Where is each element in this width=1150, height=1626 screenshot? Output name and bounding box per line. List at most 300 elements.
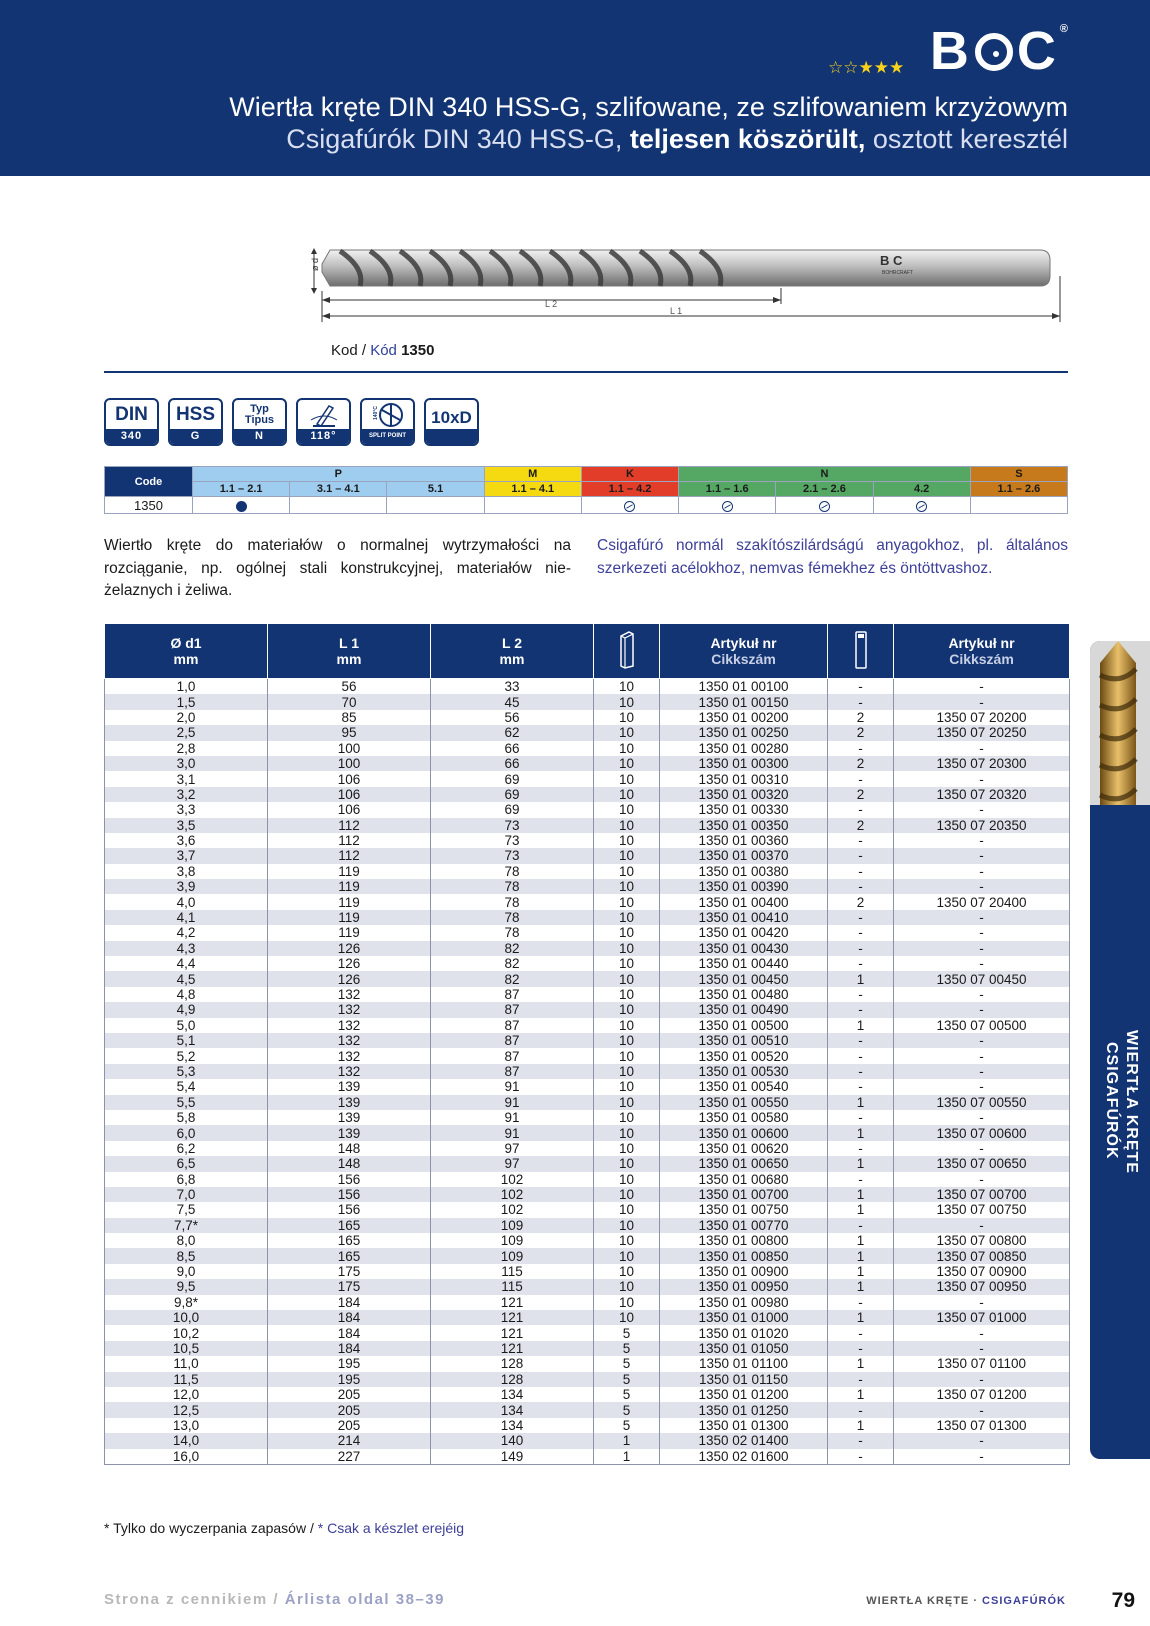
cell-pack-qty: 10 bbox=[594, 710, 660, 725]
cell-article-1: 1350 01 00520 bbox=[660, 1048, 828, 1063]
cell-l1: 132 bbox=[268, 1002, 431, 1017]
cell-diameter: 5,2 bbox=[105, 1048, 268, 1063]
col-diameter-unit: mm bbox=[173, 651, 199, 667]
cell-l2: 78 bbox=[431, 894, 594, 909]
cell-article-1: 1350 01 00400 bbox=[660, 894, 828, 909]
cell-pack-qty: 5 bbox=[594, 1341, 660, 1356]
cell-article-2: 1350 07 20200 bbox=[894, 710, 1070, 725]
cell-l1: 106 bbox=[268, 771, 431, 786]
cell-article-2: 1350 07 00750 bbox=[894, 1202, 1070, 1217]
cell-article-1: 1350 02 01600 bbox=[660, 1449, 828, 1465]
cell-article-2: - bbox=[894, 848, 1070, 863]
badge-type-label bbox=[234, 400, 285, 429]
cell-l1: 132 bbox=[268, 987, 431, 1002]
product-rows bbox=[105, 679, 1070, 1465]
material-sub: 2.1 – 2.6 bbox=[776, 482, 873, 497]
page-header bbox=[0, 0, 1150, 176]
cell-article-2: - bbox=[894, 1002, 1070, 1017]
cell-l1: 184 bbox=[268, 1325, 431, 1340]
cell-diameter: 9,5 bbox=[105, 1279, 268, 1294]
cell-l2: 134 bbox=[431, 1418, 594, 1433]
cell-pack-qty: 10 bbox=[594, 1233, 660, 1248]
cell-diameter: 5,1 bbox=[105, 1033, 268, 1048]
cell-tube-qty: - bbox=[828, 679, 894, 695]
cell-article-2: - bbox=[894, 956, 1070, 971]
cell-pack-qty: 10 bbox=[594, 1218, 660, 1233]
cell-pack-qty: 10 bbox=[594, 1172, 660, 1187]
rating-stars bbox=[828, 58, 904, 78]
price-list-reference bbox=[104, 1591, 445, 1608]
cell-article-1: 1350 01 01200 bbox=[660, 1387, 828, 1402]
cell-l1: 119 bbox=[268, 894, 431, 909]
table-row bbox=[105, 894, 1070, 909]
cell-pack-qty: 10 bbox=[594, 771, 660, 786]
cell-pack-qty: 10 bbox=[594, 1187, 660, 1202]
col-l1-unit: mm bbox=[336, 651, 362, 667]
badge-split-angle: 140°C bbox=[372, 405, 379, 420]
cell-diameter: 3,9 bbox=[105, 879, 268, 894]
cell-article-2: - bbox=[894, 925, 1070, 940]
table-row bbox=[105, 956, 1070, 971]
cell-article-2: 1350 07 00850 bbox=[894, 1248, 1070, 1263]
cell-l2: 140 bbox=[431, 1433, 594, 1448]
cell-l2: 82 bbox=[431, 971, 594, 986]
cell-article-1: 1350 01 01100 bbox=[660, 1356, 828, 1371]
cell-article-2: - bbox=[894, 1172, 1070, 1187]
cell-pack-qty: 10 bbox=[594, 1248, 660, 1263]
cell-pack-qty: 10 bbox=[594, 1079, 660, 1094]
cell-l1: 85 bbox=[268, 710, 431, 725]
cell-diameter: 13,0 bbox=[105, 1418, 268, 1433]
cell-l2: 102 bbox=[431, 1202, 594, 1217]
cell-l2: 66 bbox=[431, 741, 594, 756]
cell-article-2: - bbox=[894, 1033, 1070, 1048]
cell-l1: 119 bbox=[268, 879, 431, 894]
cell-article-2: 1350 07 00950 bbox=[894, 1279, 1070, 1294]
logo-drill-icon bbox=[975, 33, 1013, 71]
cell-tube-qty: 1 bbox=[828, 1156, 894, 1171]
cell-l2: 134 bbox=[431, 1402, 594, 1417]
cell-pack-qty: 10 bbox=[594, 694, 660, 709]
cell-l2: 56 bbox=[431, 710, 594, 725]
cell-pack-qty: 10 bbox=[594, 1156, 660, 1171]
col-diameter-label: Ø d1 bbox=[170, 635, 202, 651]
cell-tube-qty: - bbox=[828, 1449, 894, 1465]
cell-tube-qty: - bbox=[828, 941, 894, 956]
table-row bbox=[105, 802, 1070, 817]
cell-diameter: 5,4 bbox=[105, 1079, 268, 1094]
cell-pack-qty: 10 bbox=[594, 1033, 660, 1048]
cell-tube-qty: - bbox=[828, 987, 894, 1002]
box-pack-icon bbox=[617, 630, 637, 670]
cell-l2: 109 bbox=[431, 1248, 594, 1263]
cell-tube-qty: 1 bbox=[828, 1202, 894, 1217]
drill-tip-image bbox=[1090, 641, 1150, 805]
cell-tube-qty: - bbox=[828, 925, 894, 940]
title-hu-part1: Csigafúrók DIN 340 HSS-G, bbox=[286, 124, 630, 154]
cell-diameter: 4,5 bbox=[105, 971, 268, 986]
cell-pack-qty: 10 bbox=[594, 679, 660, 695]
cell-diameter: 4,9 bbox=[105, 1002, 268, 1017]
cell-l2: 82 bbox=[431, 941, 594, 956]
cell-diameter: 10,5 bbox=[105, 1341, 268, 1356]
cell-diameter: 10,0 bbox=[105, 1310, 268, 1325]
cell-diameter: 12,5 bbox=[105, 1402, 268, 1417]
cell-l2: 78 bbox=[431, 879, 594, 894]
cell-l1: 214 bbox=[268, 1433, 431, 1448]
badge-din-value: 340 bbox=[106, 429, 157, 444]
cell-l1: 139 bbox=[268, 1110, 431, 1125]
cell-tube-qty: - bbox=[828, 741, 894, 756]
cell-l1: 175 bbox=[268, 1279, 431, 1294]
cell-tube-qty: - bbox=[828, 1079, 894, 1094]
material-sub: 1.1 – 4.1 bbox=[484, 482, 581, 497]
cell-pack-qty: 10 bbox=[594, 725, 660, 740]
table-row bbox=[105, 771, 1070, 786]
code-label-hu: Kód bbox=[370, 342, 397, 359]
product-table bbox=[104, 623, 1070, 1465]
label-diameter: ø d bbox=[310, 257, 320, 271]
col-article-2-hu: Cikkszám bbox=[949, 651, 1014, 667]
cell-article-2: - bbox=[894, 1064, 1070, 1079]
cell-tube-qty: - bbox=[828, 1110, 894, 1125]
cell-tube-qty: 1 bbox=[828, 1387, 894, 1402]
cell-pack-qty: 10 bbox=[594, 818, 660, 833]
table-row bbox=[105, 1156, 1070, 1171]
cell-l2: 33 bbox=[431, 679, 594, 695]
cell-tube-qty: - bbox=[828, 833, 894, 848]
table-row bbox=[105, 1202, 1070, 1217]
label-l2: L 2 bbox=[545, 299, 558, 309]
cell-l2: 121 bbox=[431, 1341, 594, 1356]
cell-tube-qty: 1 bbox=[828, 1356, 894, 1371]
cell-article-2: 1350 07 01200 bbox=[894, 1387, 1070, 1402]
material-sub: 5.1 bbox=[387, 482, 484, 497]
cell-diameter: 3,1 bbox=[105, 771, 268, 786]
cell-l2: 78 bbox=[431, 910, 594, 925]
cell-l1: 126 bbox=[268, 941, 431, 956]
cell-article-2: 1350 07 01300 bbox=[894, 1418, 1070, 1433]
cell-tube-qty: 1 bbox=[828, 1018, 894, 1033]
cell-tube-qty: - bbox=[828, 1141, 894, 1156]
cell-pack-qty: 10 bbox=[594, 1295, 660, 1310]
cell-article-2: - bbox=[894, 1372, 1070, 1387]
table-row bbox=[105, 1248, 1070, 1263]
cell-article-2: - bbox=[894, 1402, 1070, 1417]
cell-diameter: 8,0 bbox=[105, 1233, 268, 1248]
cell-article-2: 1350 07 20250 bbox=[894, 725, 1070, 740]
secondary-suitability-icon bbox=[624, 501, 635, 512]
cell-pack-qty: 10 bbox=[594, 1048, 660, 1063]
cell-tube-qty: 1 bbox=[828, 1125, 894, 1140]
cell-article-2: 1350 07 20350 bbox=[894, 818, 1070, 833]
cell-l1: 205 bbox=[268, 1418, 431, 1433]
table-row bbox=[105, 1264, 1070, 1279]
cell-tube-qty: - bbox=[828, 1048, 894, 1063]
cell-diameter: 6,2 bbox=[105, 1141, 268, 1156]
cell-article-2: - bbox=[894, 1141, 1070, 1156]
cell-pack-qty: 10 bbox=[594, 833, 660, 848]
table-row bbox=[105, 1033, 1070, 1048]
cell-tube-qty: 2 bbox=[828, 818, 894, 833]
cell-article-2: 1350 07 20400 bbox=[894, 894, 1070, 909]
cell-article-2: - bbox=[894, 833, 1070, 848]
material-sub: 3.1 – 4.1 bbox=[290, 482, 387, 497]
footnote-pl: * Tylko do wyczerpania zapasów / bbox=[104, 1520, 318, 1536]
cell-article-1: 1350 01 01300 bbox=[660, 1418, 828, 1433]
cell-l2: 91 bbox=[431, 1079, 594, 1094]
suitability-cell bbox=[484, 497, 581, 514]
cell-tube-qty: - bbox=[828, 802, 894, 817]
cell-l2: 78 bbox=[431, 864, 594, 879]
cell-article-2: - bbox=[894, 1079, 1070, 1094]
cell-article-1: 1350 01 00800 bbox=[660, 1233, 828, 1248]
cell-tube-qty: - bbox=[828, 1033, 894, 1048]
cell-diameter: 3,5 bbox=[105, 818, 268, 833]
cell-article-1: 1350 01 00550 bbox=[660, 1095, 828, 1110]
cell-pack-qty: 10 bbox=[594, 1202, 660, 1217]
cell-article-2: - bbox=[894, 1341, 1070, 1356]
badge-length bbox=[424, 398, 479, 446]
cell-diameter: 4,4 bbox=[105, 956, 268, 971]
cell-l2: 97 bbox=[431, 1141, 594, 1156]
cell-article-1: 1350 01 00310 bbox=[660, 771, 828, 786]
cell-l2: 87 bbox=[431, 1002, 594, 1017]
cell-diameter: 11,0 bbox=[105, 1356, 268, 1371]
cell-l1: 205 bbox=[268, 1387, 431, 1402]
col-l2 bbox=[431, 624, 594, 679]
table-row bbox=[105, 679, 1070, 695]
title-hu-part2: osztott keresztél bbox=[865, 124, 1068, 154]
cell-article-1: 1350 01 00330 bbox=[660, 802, 828, 817]
material-group-k: K bbox=[581, 467, 678, 482]
suitability-cell bbox=[290, 497, 387, 514]
cell-l1: 119 bbox=[268, 864, 431, 879]
shank-sub: BOHRCRAFT bbox=[882, 270, 914, 276]
table-row bbox=[105, 1172, 1070, 1187]
table-row bbox=[105, 756, 1070, 771]
col-tube-qty bbox=[828, 624, 894, 679]
material-sub: 1.1 – 2.1 bbox=[193, 482, 290, 497]
table-row bbox=[105, 971, 1070, 986]
spec-badges bbox=[104, 398, 479, 446]
cell-l1: 148 bbox=[268, 1141, 431, 1156]
cell-l2: 115 bbox=[431, 1279, 594, 1294]
cell-tube-qty: - bbox=[828, 1402, 894, 1417]
primary-suitability-icon bbox=[236, 501, 247, 512]
cell-article-1: 1350 01 00510 bbox=[660, 1033, 828, 1048]
footer-section-hu: CSIGAFÚRÓK bbox=[982, 1595, 1066, 1607]
cell-pack-qty: 10 bbox=[594, 987, 660, 1002]
cell-diameter: 3,7 bbox=[105, 848, 268, 863]
col-article-1-hu: Cikkszám bbox=[711, 651, 776, 667]
cell-l1: 139 bbox=[268, 1079, 431, 1094]
cell-diameter: 9,8* bbox=[105, 1295, 268, 1310]
col-article-1 bbox=[660, 624, 828, 679]
cell-tube-qty: 1 bbox=[828, 1248, 894, 1263]
cell-l1: 132 bbox=[268, 1048, 431, 1063]
cell-pack-qty: 10 bbox=[594, 1064, 660, 1079]
col-pack-qty bbox=[594, 624, 660, 679]
table-row bbox=[105, 1079, 1070, 1094]
badge-hss-label: HSS bbox=[175, 404, 216, 425]
table-row bbox=[105, 879, 1070, 894]
cell-pack-qty: 10 bbox=[594, 741, 660, 756]
description-hungarian: Csigafúró normál szakítószilárdságú anyagokhoz, pl. általános szerkezeti acélokhoz, nemvas fémekhez és öntöttvashoz. bbox=[597, 537, 1068, 577]
cell-l2: 69 bbox=[431, 802, 594, 817]
cell-tube-qty: 2 bbox=[828, 725, 894, 740]
table-row bbox=[105, 818, 1070, 833]
table-row bbox=[105, 741, 1070, 756]
table-row bbox=[105, 941, 1070, 956]
cell-tube-qty: 2 bbox=[828, 756, 894, 771]
material-sub: 4.2 bbox=[873, 482, 970, 497]
cell-pack-qty: 10 bbox=[594, 941, 660, 956]
cell-l1: 184 bbox=[268, 1295, 431, 1310]
material-table bbox=[104, 466, 1068, 514]
cell-article-1: 1350 01 00950 bbox=[660, 1279, 828, 1294]
rating-stars-full: ★★★ bbox=[858, 58, 905, 77]
suitability-cell bbox=[776, 497, 873, 514]
cell-l1: 165 bbox=[268, 1233, 431, 1248]
logo-c: C bbox=[1016, 21, 1058, 81]
cell-article-2: 1350 07 00650 bbox=[894, 1156, 1070, 1171]
table-row bbox=[105, 1449, 1070, 1465]
cell-article-1: 1350 01 00600 bbox=[660, 1125, 828, 1140]
cell-l2: 69 bbox=[431, 787, 594, 802]
badge-length-label: 10xD bbox=[431, 407, 472, 427]
title-hu-bold: teljesen köszörült, bbox=[629, 124, 866, 154]
cell-article-1: 1350 01 00390 bbox=[660, 879, 828, 894]
cell-pack-qty: 10 bbox=[594, 756, 660, 771]
cell-pack-qty: 10 bbox=[594, 1141, 660, 1156]
badge-type-value: N bbox=[234, 429, 285, 444]
cell-diameter: 7,7* bbox=[105, 1218, 268, 1233]
cell-article-1: 1350 01 00770 bbox=[660, 1218, 828, 1233]
cell-pack-qty: 10 bbox=[594, 848, 660, 863]
secondary-suitability-icon bbox=[819, 501, 830, 512]
cell-diameter: 3,0 bbox=[105, 756, 268, 771]
table-row bbox=[105, 925, 1070, 940]
cell-diameter: 2,0 bbox=[105, 710, 268, 725]
material-row-code: 1350 bbox=[105, 497, 193, 514]
cell-l1: 126 bbox=[268, 956, 431, 971]
cell-tube-qty: 2 bbox=[828, 894, 894, 909]
cell-diameter: 7,5 bbox=[105, 1202, 268, 1217]
footnote-hu: * Csak a készlet erejéig bbox=[317, 1520, 465, 1536]
cell-article-2: - bbox=[894, 802, 1070, 817]
table-row bbox=[105, 1048, 1070, 1063]
cell-article-2: - bbox=[894, 1218, 1070, 1233]
cell-pack-qty: 10 bbox=[594, 1002, 660, 1017]
cell-article-2: 1350 07 00550 bbox=[894, 1095, 1070, 1110]
cell-diameter: 6,5 bbox=[105, 1156, 268, 1171]
table-row bbox=[105, 1402, 1070, 1417]
description-polish: Wiertło kręte do materiałów o normalnej wytrzymałości na rozciąganie, np. ogólnej stali konstrukcyjnej, materiałów nieżelaznych i żeliwa. bbox=[104, 537, 571, 599]
material-code-header: Code bbox=[105, 467, 193, 497]
material-sub: 1.1 – 2.6 bbox=[970, 482, 1067, 497]
cell-diameter: 3,8 bbox=[105, 864, 268, 879]
cell-diameter: 1,5 bbox=[105, 694, 268, 709]
cell-diameter: 4,8 bbox=[105, 987, 268, 1002]
cell-diameter: 3,2 bbox=[105, 787, 268, 802]
cell-diameter: 4,3 bbox=[105, 941, 268, 956]
cell-article-1: 1350 01 00900 bbox=[660, 1264, 828, 1279]
cell-article-1: 1350 01 00680 bbox=[660, 1172, 828, 1187]
table-row bbox=[105, 1002, 1070, 1017]
cell-l2: 134 bbox=[431, 1387, 594, 1402]
cell-pack-qty: 1 bbox=[594, 1433, 660, 1448]
cell-tube-qty: - bbox=[828, 910, 894, 925]
cell-l1: 195 bbox=[268, 1356, 431, 1371]
shank-logo: B C bbox=[880, 253, 903, 268]
table-row bbox=[105, 1095, 1070, 1110]
cell-l1: 139 bbox=[268, 1125, 431, 1140]
table-row bbox=[105, 910, 1070, 925]
cell-l1: 106 bbox=[268, 802, 431, 817]
col-l1-label: L 1 bbox=[339, 635, 359, 651]
cell-diameter: 6,8 bbox=[105, 1172, 268, 1187]
cell-l1: 119 bbox=[268, 925, 431, 940]
table-row bbox=[105, 1187, 1070, 1202]
cell-article-2: - bbox=[894, 771, 1070, 786]
cell-l2: 102 bbox=[431, 1187, 594, 1202]
cell-article-2: - bbox=[894, 694, 1070, 709]
cell-tube-qty: 1 bbox=[828, 1310, 894, 1325]
title-polish: Wiertła kręte DIN 340 HSS-G, szlifowane, ze szlifowaniem krzyżowym bbox=[229, 92, 1068, 122]
col-l1 bbox=[268, 624, 431, 679]
cell-l1: 175 bbox=[268, 1264, 431, 1279]
cell-diameter: 3,3 bbox=[105, 802, 268, 817]
table-row bbox=[105, 710, 1070, 725]
cell-l1: 195 bbox=[268, 1372, 431, 1387]
material-group-s: S bbox=[970, 467, 1067, 482]
cell-article-2: - bbox=[894, 879, 1070, 894]
table-row bbox=[105, 1018, 1070, 1033]
table-row bbox=[105, 1356, 1070, 1371]
cell-l2: 62 bbox=[431, 725, 594, 740]
cell-diameter: 2,5 bbox=[105, 725, 268, 740]
cell-tube-qty: 1 bbox=[828, 1418, 894, 1433]
rating-stars-empty: ☆☆ bbox=[828, 58, 859, 77]
badge-din-label: DIN bbox=[115, 404, 148, 425]
cell-pack-qty: 10 bbox=[594, 802, 660, 817]
cell-l2: 128 bbox=[431, 1372, 594, 1387]
cell-l1: 95 bbox=[268, 725, 431, 740]
cell-l1: 148 bbox=[268, 1156, 431, 1171]
cell-article-1: 1350 01 00650 bbox=[660, 1156, 828, 1171]
cell-l2: 91 bbox=[431, 1095, 594, 1110]
cell-l1: 56 bbox=[268, 679, 431, 695]
cell-pack-qty: 5 bbox=[594, 1387, 660, 1402]
table-row bbox=[105, 833, 1070, 848]
cell-pack-qty: 10 bbox=[594, 1264, 660, 1279]
tube-pack-icon bbox=[853, 630, 869, 670]
material-group-n: N bbox=[679, 467, 971, 482]
cell-article-2: - bbox=[894, 987, 1070, 1002]
cell-diameter: 5,5 bbox=[105, 1095, 268, 1110]
cell-l2: 87 bbox=[431, 1048, 594, 1063]
cell-article-1: 1350 01 00250 bbox=[660, 725, 828, 740]
cell-article-1: 1350 02 01400 bbox=[660, 1433, 828, 1448]
drill-drawing bbox=[300, 236, 1080, 346]
cell-tube-qty: - bbox=[828, 1372, 894, 1387]
cell-diameter: 7,0 bbox=[105, 1187, 268, 1202]
cell-diameter: 3,6 bbox=[105, 833, 268, 848]
table-row bbox=[105, 725, 1070, 740]
cell-pack-qty: 10 bbox=[594, 787, 660, 802]
cell-pack-qty: 10 bbox=[594, 879, 660, 894]
